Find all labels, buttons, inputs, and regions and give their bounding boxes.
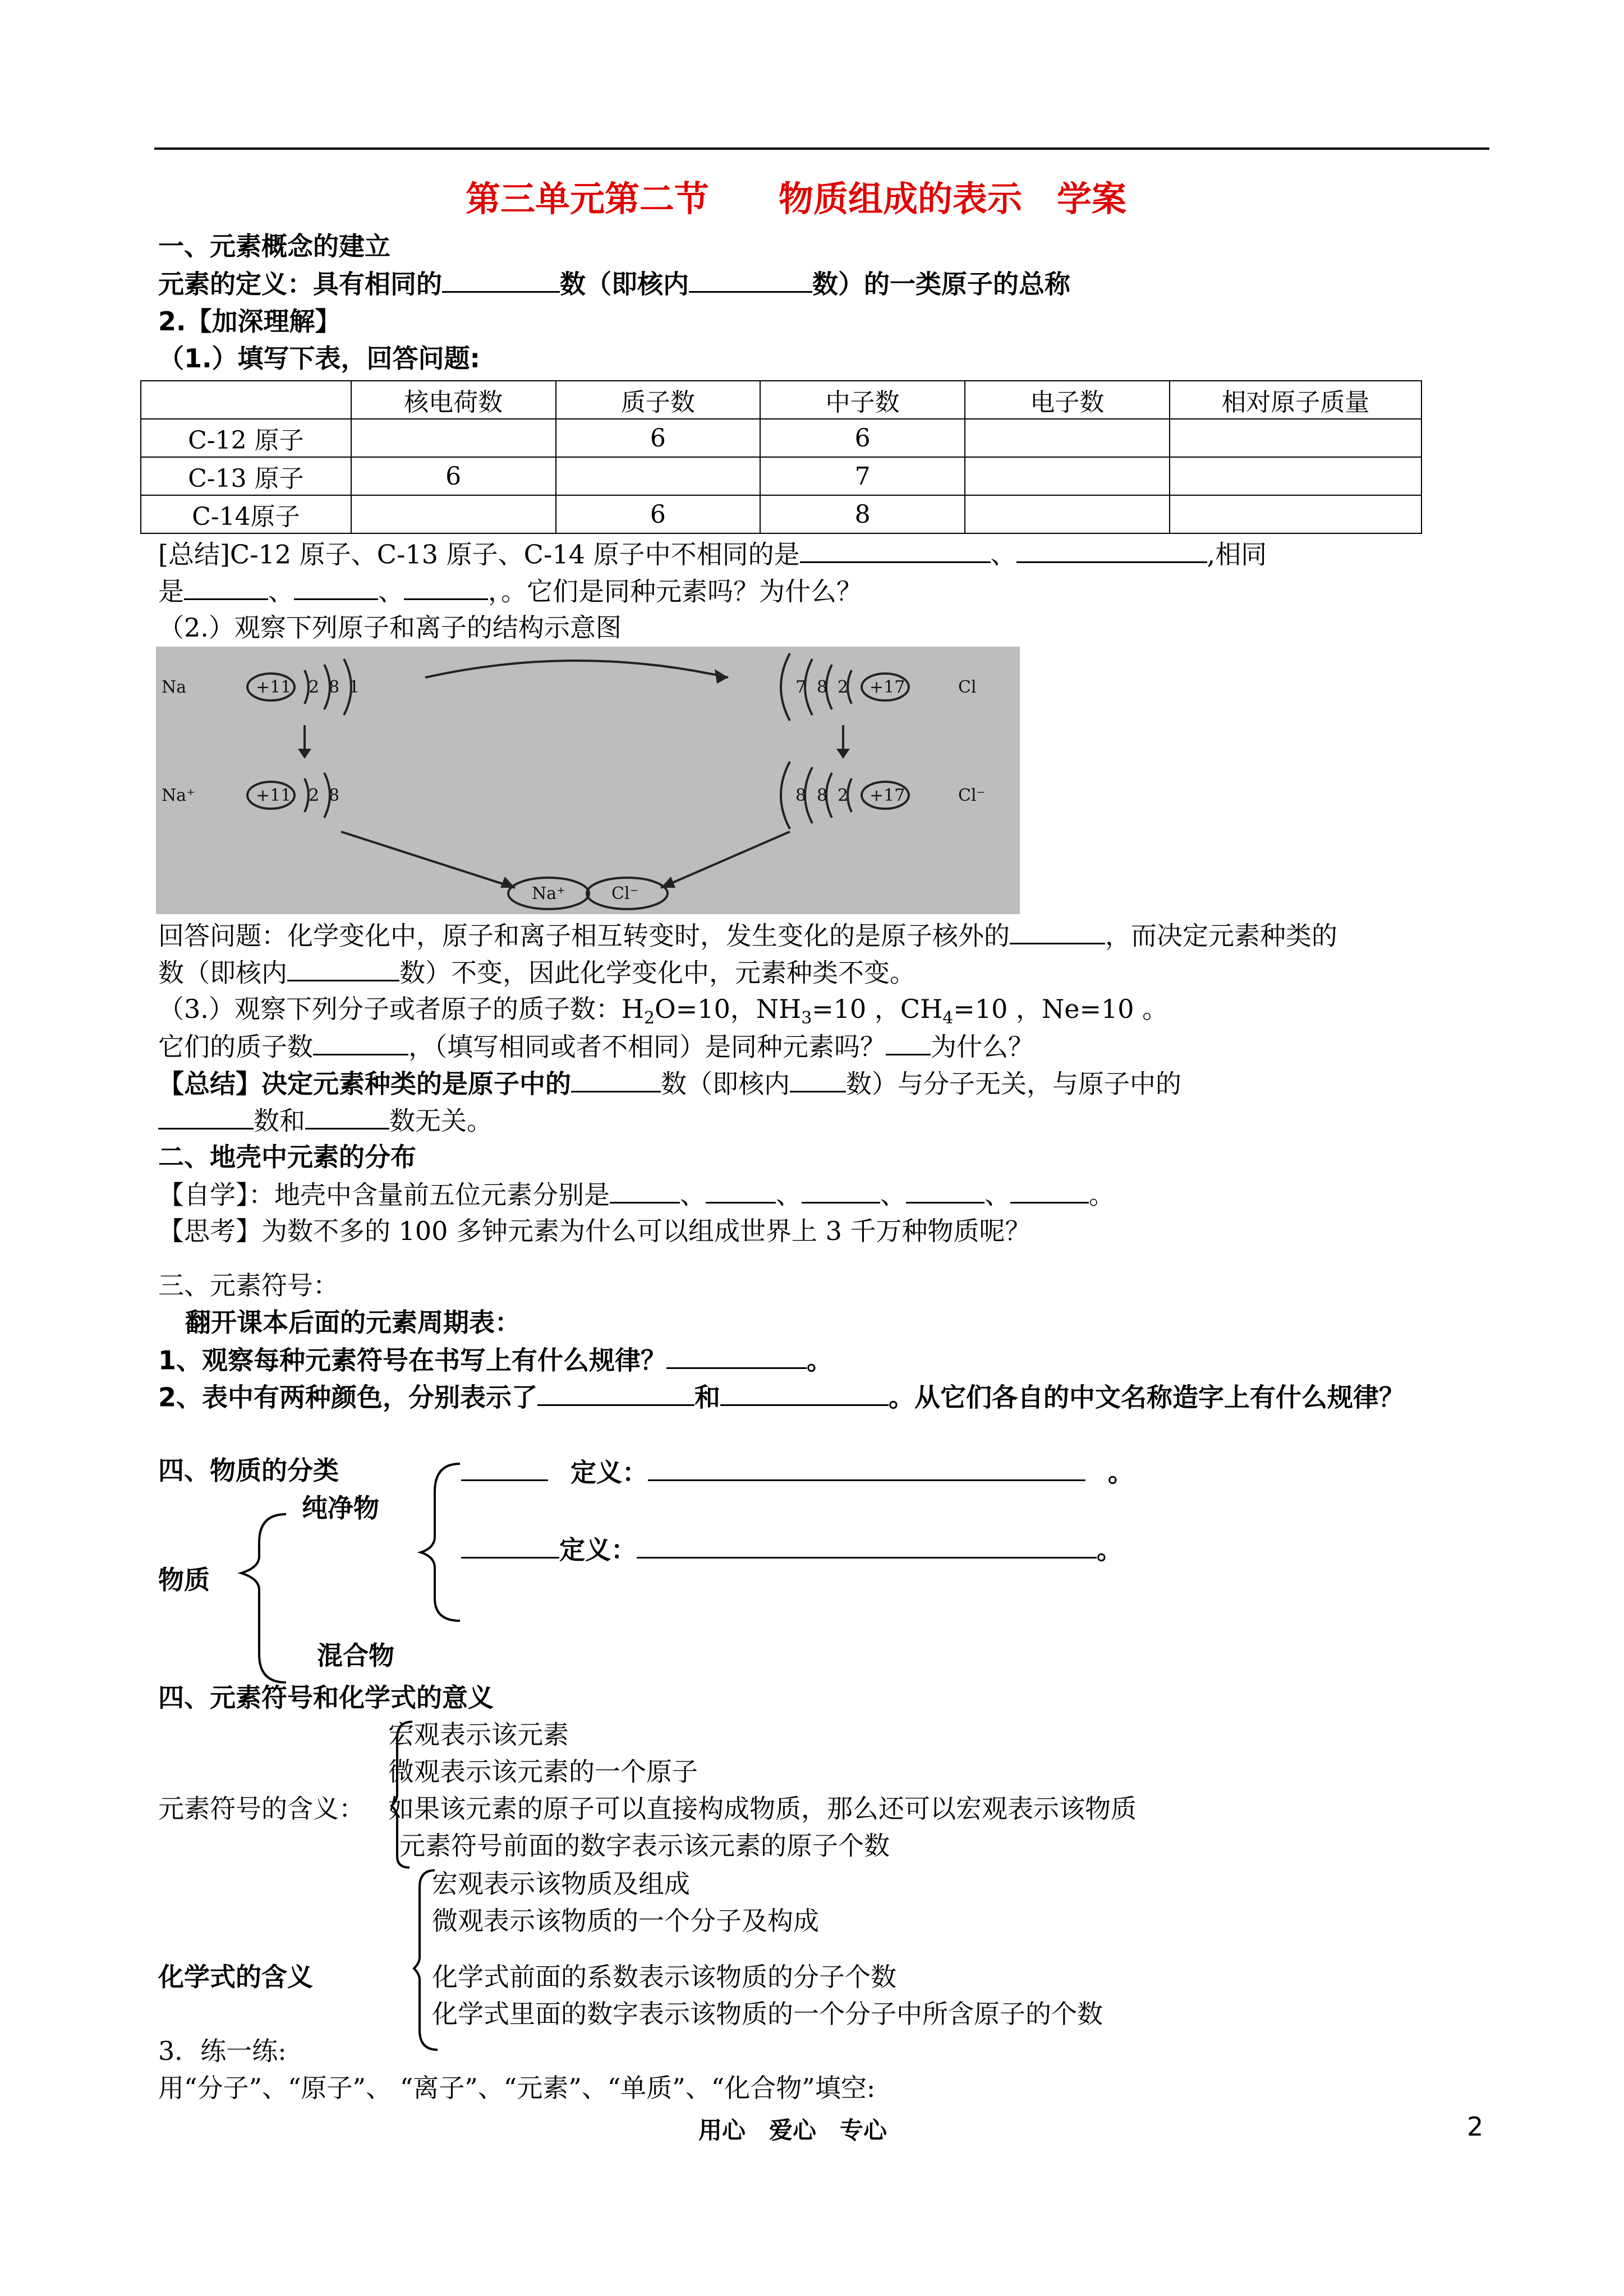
na-shell-count: 1 [349,677,360,697]
blank[interactable] [404,575,488,600]
blank[interactable] [886,1031,931,1055]
blank[interactable] [294,575,378,600]
pure-type-2-definition: 定义： 。 [461,1534,1122,1566]
formula-meaning-item: 化学式里面的数字表示该物质的一个分子中所含原子的个数 [432,1999,1103,2029]
formula-meaning-item: 化学式前面的系数表示该物质的分子个数 [432,1962,896,1992]
summary-1-line-2: 是 、 、 ，。它们是同种元素吗？为什么？ [158,576,862,607]
s3-question-1: 1、观察每种元素符号在书写上有什么规律？ 。 [158,1345,833,1376]
ion-structure-diagram [156,647,1020,914]
blank[interactable] [461,1456,548,1481]
symbol-brace [392,1722,412,1868]
atom-table [140,380,1422,534]
cl-ion-shell-arc [781,762,790,829]
section-4-heading: 四、物质的分类 [158,1455,339,1486]
nacl-na-ion: Na⁺ [532,884,565,903]
na-ion-shell-count: 2 [309,786,320,805]
element-definition: 元素的定义：具有相同的 数（即核内 数）的一类原子的总称 [158,269,1070,299]
arrow-head [500,877,515,888]
table-cell: 6 [556,495,761,533]
table-header: 核电荷数 [351,381,556,419]
na-shell-count: 2 [309,677,320,697]
symbol-meaning-label: 元素符号的含义： [158,1794,365,1824]
question-2: （2.）观察下列原子和离子的结构示意图 [158,612,622,643]
table-cell[interactable] [965,495,1170,533]
cl-shell-arc [781,653,790,721]
open-periodic-table: 翻开课本后面的元素周期表： [185,1307,521,1338]
section-2-heading: 二、地壳中元素的分布 [158,1142,416,1172]
table-cell: C-12 原子 [141,419,351,457]
think-line: 【思考】为数不多的 100 多钟元素为什么可以组成世界上 3 千万种物质呢？ [158,1216,1031,1246]
formula-meaning-item: 宏观表示该物质及组成 [432,1869,690,1899]
page-number: 2 [1467,2111,1484,2142]
deepen-heading: 2.【加深理解】 [158,306,341,336]
table-cell[interactable] [1170,457,1421,495]
formula-meaning-item: 微观表示该物质的一个分子及构成 [432,1906,819,1936]
blank[interactable] [442,268,560,293]
blank[interactable] [1010,920,1105,944]
table-cell[interactable] [556,457,761,495]
section-3-heading: 三、元素符号： [158,1270,339,1301]
symbol-meaning-item: 如果该元素的原子可以直接构成物质，那么还可以宏观表示该物质 [388,1794,1137,1824]
converge-arrow [661,832,790,888]
blank[interactable] [790,1068,846,1092]
arrow-head [298,749,311,759]
table-cell[interactable] [351,419,556,457]
na-shell-count: 8 [329,677,340,697]
blank[interactable] [666,1344,807,1369]
practice-heading: 3．练一练: [158,2036,287,2066]
classification-brackets [224,1453,482,1699]
blank[interactable] [184,575,268,600]
formula-brace [414,1870,438,2050]
summary-1-line-1: [总结]C-12 原子、C-13 原子、C-14 原子中不相同的是 、 ,相同 [158,539,1267,570]
pure-substance-label: 纯净物 [302,1493,379,1523]
cl-shell-count: 8 [817,677,828,697]
na-shell-arc [305,670,309,704]
blank[interactable] [571,1068,661,1092]
blank[interactable] [461,1534,559,1559]
table-cell[interactable] [1170,419,1421,457]
summary-2-line-1: 【总结】决定元素种类的是原子中的 数（即核内 数）与分子无关，与原子中的 [158,1068,1181,1099]
nacl-cl-ion: Cl⁻ [611,884,639,903]
cl-label: Cl [958,677,977,697]
question-3: （3.）观察下列分子或者原子的质子数：$H_2O=10$，$NH_3=10$ ，$CH_4=10$ ，Ne=10 。 [158,994,1168,1029]
s3-question-2: 2、表中有两种颜色，分别表示了 和 。从它们各自的中文名称造字上有什么规律？ [158,1382,1405,1413]
cl-ion-label: Cl⁻ [958,786,986,805]
table-header-row [141,381,1421,419]
footer-motto: 用心 爱心 专心 [698,2117,887,2144]
section-1-heading: 一、元素概念的建立 [158,231,390,261]
table-cell[interactable] [965,457,1170,495]
table-header: 中子数 [760,381,965,419]
symbol-meaning-item: 微观表示该元素的一个原子 [388,1756,698,1787]
blank[interactable] [537,1381,694,1406]
blank[interactable] [637,1534,1097,1559]
table-cell: 6 [760,419,965,457]
blank[interactable] [1010,1179,1089,1204]
symbol-meaning-item: 元素符号前面的数字表示该元素的原子个数 [399,1831,890,1861]
question-1: （1.）填写下表，回答问题: [158,343,480,374]
na-label: Na [162,677,187,697]
table-row [141,495,1421,533]
arrow-head [836,749,850,759]
table-cell[interactable] [1170,495,1421,533]
table-row [141,457,1421,495]
table-header: 质子数 [556,381,761,419]
table-cell: C-13 原子 [141,457,351,495]
na-ion-nucleus-charge: +11 [256,786,292,805]
na-nucleus-charge: +11 [256,677,292,697]
matter-brace [241,1514,286,1682]
na-ion-shell-count: 8 [329,786,340,805]
table-header: 电子数 [965,381,1170,419]
symbol-meaning-item: 宏观表示该元素 [388,1719,569,1750]
summary-2-line-2: 数和 数无关。 [158,1105,493,1137]
cl-shell-count: 7 [795,677,807,697]
self-study-line: 【自学】：地壳中含量前五位元素分别是 、 、 、 、 。 [158,1179,1115,1210]
electron-transfer-arrow [425,661,728,677]
answer-line-1: 回答问题：化学变化中，原子和离子相互转变时，发生变化的是原子核外的 ，而决定元素种类的 [158,920,1337,951]
blank[interactable] [648,1456,1085,1481]
blank[interactable] [720,1381,889,1406]
cl-ion-nucleus-charge: +17 [869,786,905,805]
blank[interactable] [800,538,991,563]
answer-line-2: 数（即核内 数）不变，因此化学变化中，元素种类不变。 [158,957,915,988]
table-header [141,381,351,419]
na-ion-shell-arc [305,778,309,812]
formula-meaning-label: 化学式的含义 [158,1962,313,1992]
cl-ion-shell-count: 8 [795,786,807,805]
blank[interactable] [906,1179,984,1204]
table-cell[interactable] [965,419,1170,457]
table-cell: 6 [351,457,556,495]
cl-ion-shell-count: 2 [838,786,849,805]
cl-ion-shell-count: 8 [817,786,828,805]
table-row [141,419,1421,457]
blank[interactable] [610,1179,680,1204]
table-cell: 7 [760,457,965,495]
table-cell: 8 [760,495,965,533]
blank[interactable] [287,957,399,981]
section-5-heading: 四、元素符号和化学式的意义 [158,1682,494,1713]
blank[interactable] [689,268,812,293]
blank[interactable] [1016,538,1207,563]
practice-instruction: 用“分子”、“原子”、 “离子”、“元素”、“单质”、“化合物”填空: [158,2073,876,2103]
blank[interactable] [305,1105,389,1129]
cl-nucleus-charge: +17 [869,677,905,697]
table-cell: C-14原子 [141,495,351,533]
page-title: 第三单元第二节 物质组成的表示 学案 [466,178,1127,219]
table-header: 相对原子质量 [1170,381,1421,419]
mixture-label: 混合物 [317,1640,394,1671]
blank[interactable] [158,1105,254,1129]
meaning-brackets [370,1716,449,2058]
table-cell[interactable] [351,495,556,533]
blank[interactable] [802,1179,880,1204]
blank[interactable] [706,1179,776,1204]
header-rule [154,147,1489,150]
pure-brace [421,1464,460,1621]
converge-arrow [341,832,515,888]
arrow-head [715,669,728,684]
blank[interactable] [313,1031,408,1055]
matter-label: 物质 [158,1565,210,1595]
table-cell: 6 [556,419,761,457]
na-ion-label: Na⁺ [162,786,195,805]
cl-shell-count: 2 [838,677,849,697]
question-3-followup: 它们的质子数 ，（填写相同或者不相同）是同种元素吗？ 为什么？ [158,1031,1034,1062]
pure-type-1-definition: 定义： 。 [461,1456,1134,1488]
